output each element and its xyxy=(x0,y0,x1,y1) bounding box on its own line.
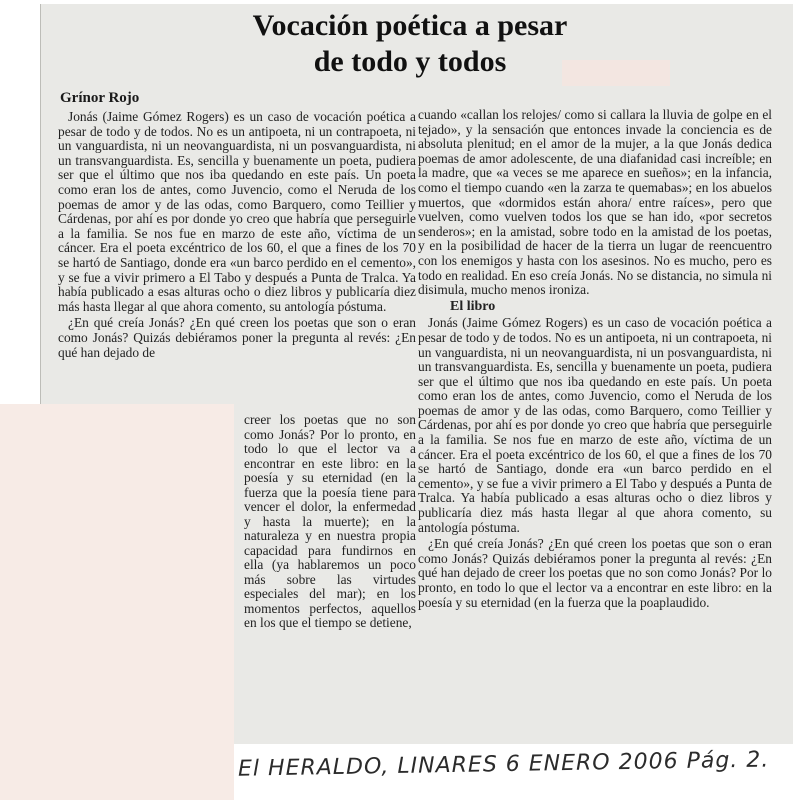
paragraph: ¿En qué creía Jonás? ¿En qué creen los poetas que son o eran como Jonás? Quizás debiéramos poner la pregunta al revés: ¿En qué han dejado de creer los poetas que no son como Jonás? Por lo pronto, en todo lo que el lector va a encontrar en este libro: en la poesía y su eternidad (en la fuerza que la poaplaudido. xyxy=(418,536,772,610)
section-subhead: El libro xyxy=(450,298,496,314)
blank-area xyxy=(0,404,234,800)
paragraph: cuando «callan los relojes/ como si callara la lluvia de golpe en el tejado», y la sensación que entonces invade la conciencia es de absoluta plenitud; en el amor de la mujer, a la que Jonás dedica poemas de amor adolescente, de una diafanidad casi increíble; en la madre, que «a veces se me aparece en sueños»; en la infancia, como el tiempo cuando «en la zarza te quemabas»; en los abuelos muertos, que «dormidos están ahora/ entre raíces», pero que vuelven, como vuelven todos los que se han ido, «por secretos senderos»; en la amistad, sobre todo en la amistad de los poetas, y en la posibilidad de hacer de la tierra un lugar de reencuentro con los enemigos y hasta con los asesinos. No es mucho, pero es todo en realidad. En eso creía Jonás. No se distancia, no simula ni disimula, mucho menos ironiza. xyxy=(418,107,772,298)
title-line-2: de todo y todos xyxy=(313,45,507,78)
paragraph: creer los poetas que no son como Jonás? Por lo pronto, en todo lo que el lector va a encontrar en este libro: en la poesía y su eternidad (en la fuerza que la poesía tiene para vencer el dolor, la enfermedad y hasta la muerte); en la naturaleza y en nuestra propia capacidad para fundirnos en ella (ya hablaremos un poco más sobre las virtudes especiales del mar); en los momentos perfectos, aquellos en los que el tiempo se detiene, xyxy=(244,412,416,630)
column-left xyxy=(58,110,416,362)
author-byline: Grínor Rojo xyxy=(60,90,140,106)
paragraph: Jonás (Jaime Gómez Rogers) es un caso de vocación poética a pesar de todo y de todos. No es un antipoeta, ni un contrapoeta, ni un vanguardista, ni un neovanguardista, ni un posvanguardista, ni un transvanguardista. Es, sencilla y buenamente un poeta, pudiera ser que el último que nos iba quedando en este país. Un poeta como eran los de antes, como Juvencio, como el Neruda de los poemas de amor y de las odas, como Barquero, como Teillier y Cárdenas, por ahí es por donde yo creo que habría que perseguirle a la familia. Se nos fue en marzo de este año, víctima de un cáncer. Era el poeta excéntrico de los 60, el que a fines de los 70 se hartó de Santiago, donde era «un barco perdido en el cemento», y se fue a vivir primero a El Tabo y después a Punta de Tralca. Ya había publicado a esas alturas ocho o diez libros y publicaría diez más hasta llegar al que ahora comento, su antología póstuma. xyxy=(418,315,772,535)
paragraph: ¿En qué creía Jonás? ¿En qué creen los poetas que son o eran como Jonás? Quizás debiéramos poner la pregunta al revés: ¿En qué han dejado de xyxy=(58,315,416,360)
article-title xyxy=(160,8,660,80)
paragraph: Jonás (Jaime Gómez Rogers) es un caso de vocación poética a pesar de todo y de todos. No es un antipoeta, ni un contrapoeta, ni un vanguardista, ni un neovanguardista, ni un posvanguardista, ni un transvanguardista. Es, sencilla y buenamente un poeta, pudiera ser que el último que nos iba quedando en este país. Un poeta como eran los de antes, como Juvencio, como el Neruda de los poemas de amor y de las odas, como Barquero, como Teillier y Cárdenas, por ahí es por donde yo creo que habría que perseguirle a la familia. Se nos fue en marzo de este año, víctima de un cáncer. Era el poeta excéntrico de los 60, el que a fines de los 70 se hartó de Santiago, donde era «un barco perdido en el cemento», y se fue a vivir primero a El Tabo y después a Punta de Tralca. Ya había publicado a esas alturas ocho o diez libros y publicaría diez más hasta llegar al que ahora comento, su antología póstuma. xyxy=(58,109,416,314)
column-left-continued xyxy=(244,413,416,633)
title-line-1: Vocación poética a pesar xyxy=(252,9,568,42)
column-right xyxy=(418,108,772,612)
handwritten-source-note: El HERALDO, LINARES 6 ENERO 2006 Pág. 2. xyxy=(237,747,770,782)
